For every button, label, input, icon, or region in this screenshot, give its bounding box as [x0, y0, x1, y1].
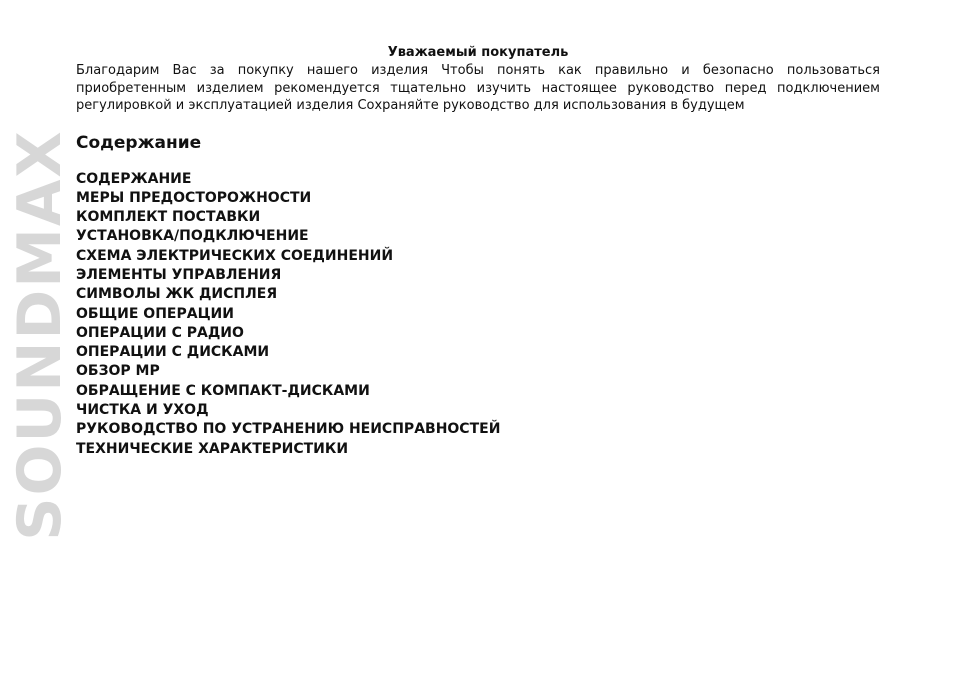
- toc-item-mp-overview: ОБЗОР MP: [76, 363, 160, 380]
- toc-item-cleaning-care: ЧИСТКА И УХОД: [76, 402, 209, 419]
- page-content: [76, 44, 880, 459]
- toc-item-specifications: ТЕХНИЧЕСКИЕ ХАРАКТЕРИСТИКИ: [76, 440, 349, 457]
- toc-item-cd-handling: ОБРАЩЕНИЕ С КОМПАКТ-ДИСКАМИ: [76, 382, 370, 399]
- toc-item-installation: УСТАНОВКА/ПОДКЛЮЧЕНИЕ: [76, 228, 309, 245]
- toc-item-precautions: МЕРЫ ПРЕДОСТОРОЖНОСТИ: [76, 189, 312, 206]
- toc-item-disc-operations: ОПЕРАЦИИ С ДИСКАМИ: [76, 344, 270, 361]
- toc-item-lcd-symbols: СИМВОЛЫ ЖК ДИСПЛЕЯ: [76, 286, 278, 303]
- toc-item-wiring-diagram: СХЕМА ЭЛЕКТРИЧЕСКИХ СОЕДИНЕНИЙ: [76, 247, 394, 264]
- toc-heading: Содержание: [76, 132, 202, 153]
- toc-item-troubleshooting: РУКОВОДСТВО ПО УСТРАНЕНИЮ НЕИСПРАВНОСТЕЙ: [76, 421, 501, 438]
- brand-watermark-text: SOUNDMAX: [5, 129, 75, 541]
- intro-paragraph: Благодарим Вас за покупку нашего изделия Чтобы понять как правильно и безопасно пользоваться приобретенным изделием рекомендуется тщательно изучить настоящее руководство перед подключением регулировкой и эксплуатацией изделия Сохраняйте руководство для использования в будущем: [76, 63, 880, 113]
- toc-item-radio-operations: ОПЕРАЦИИ С РАДИО: [76, 324, 244, 341]
- toc-item-package-contents: КОМПЛЕКТ ПОСТАВКИ: [76, 209, 261, 226]
- toc-list: [76, 170, 880, 459]
- toc-item-contents: СОДЕРЖАНИЕ: [76, 170, 192, 187]
- brand-watermark: [5, 60, 75, 610]
- greeting-title: Уважаемый покупатель: [387, 45, 569, 60]
- toc-item-controls: ЭЛЕМЕНТЫ УПРАВЛЕНИЯ: [76, 266, 282, 283]
- toc-item-general-operations: ОБЩИЕ ОПЕРАЦИИ: [76, 305, 234, 322]
